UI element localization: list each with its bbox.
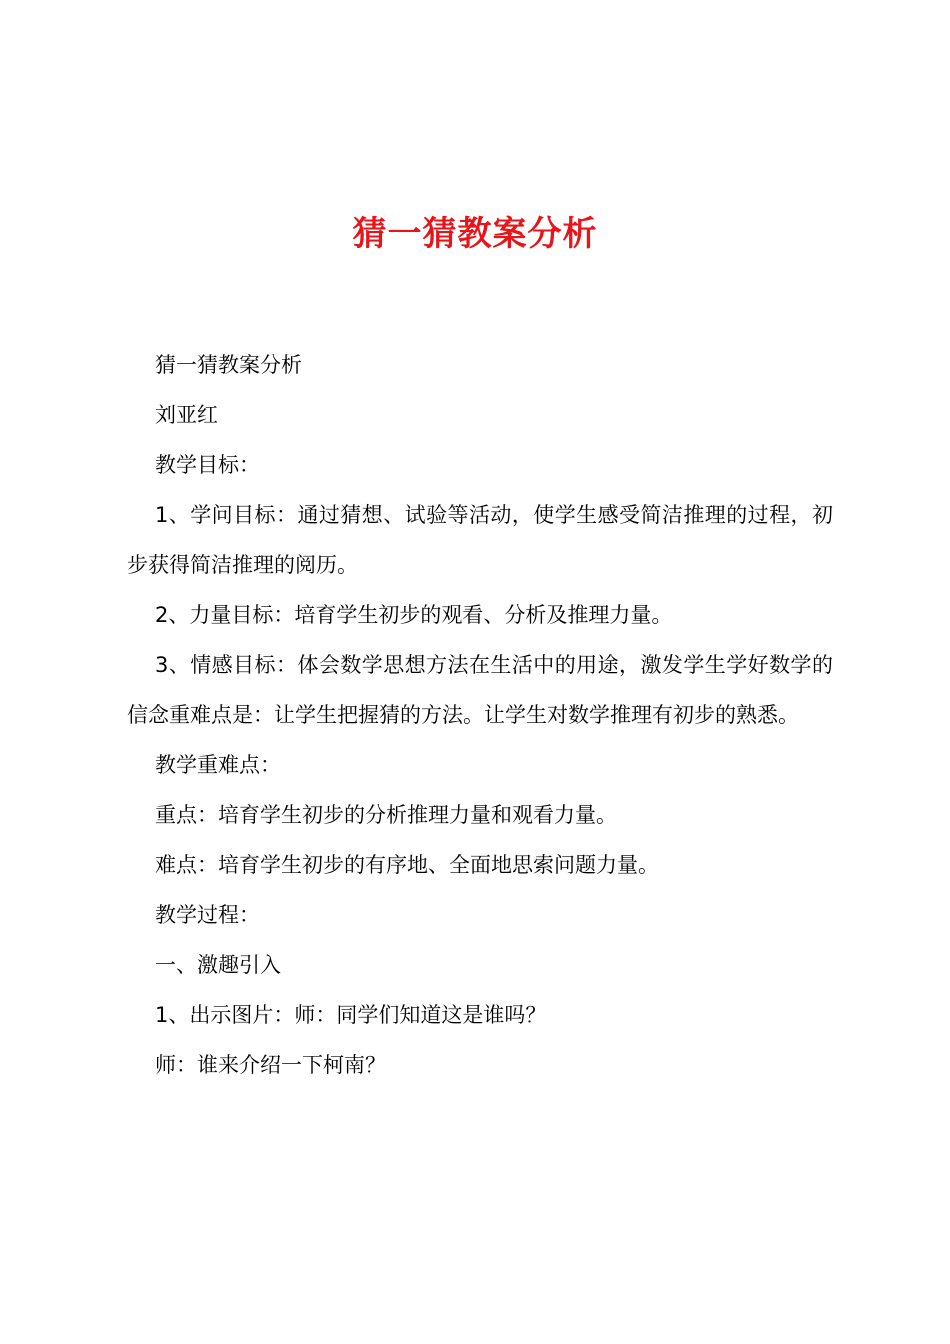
paragraph-key-point: 重点：培育学生初步的分析推理力量和观看力量。 bbox=[155, 803, 617, 827]
paragraph-emotion-goal: 3、情感目标：体会数学思想方法在生活中的用途，激发学生学好数学的信念重难点是：让学生把握猜的方法。让学生对数学推理有初步的熟悉。 bbox=[127, 653, 833, 727]
paragraph-subtitle: 猜一猜教案分析 bbox=[155, 353, 302, 377]
paragraph-author: 刘亚红 bbox=[155, 403, 218, 427]
paragraph-key-points-heading: 教学重难点： bbox=[155, 753, 281, 777]
paragraph-section-one: 一、激趣引入 bbox=[155, 953, 281, 977]
paragraph-introduce-conan: 师：谁来介绍一下柯南？ bbox=[155, 1053, 386, 1077]
paragraph-knowledge-goal: 1、学问目标：通过猜想、试验等活动，使学生感受简洁推理的过程，初步获得简洁推理的阅历。 bbox=[127, 503, 833, 577]
document-body bbox=[127, 340, 833, 1090]
paragraph-goals-heading: 教学目标： bbox=[155, 453, 260, 477]
paragraph-process-heading: 教学过程： bbox=[155, 903, 260, 927]
paragraph-show-picture: 1、出示图片：师：同学们知道这是谁吗？ bbox=[155, 1003, 547, 1027]
document-title: 猜一猜教案分析 bbox=[352, 214, 598, 254]
paragraph-ability-goal: 2、力量目标：培育学生初步的观看、分析及推理力量。 bbox=[155, 603, 673, 627]
paragraph-difficult-point: 难点：培育学生初步的有序地、全面地思索问题力量。 bbox=[155, 853, 659, 877]
